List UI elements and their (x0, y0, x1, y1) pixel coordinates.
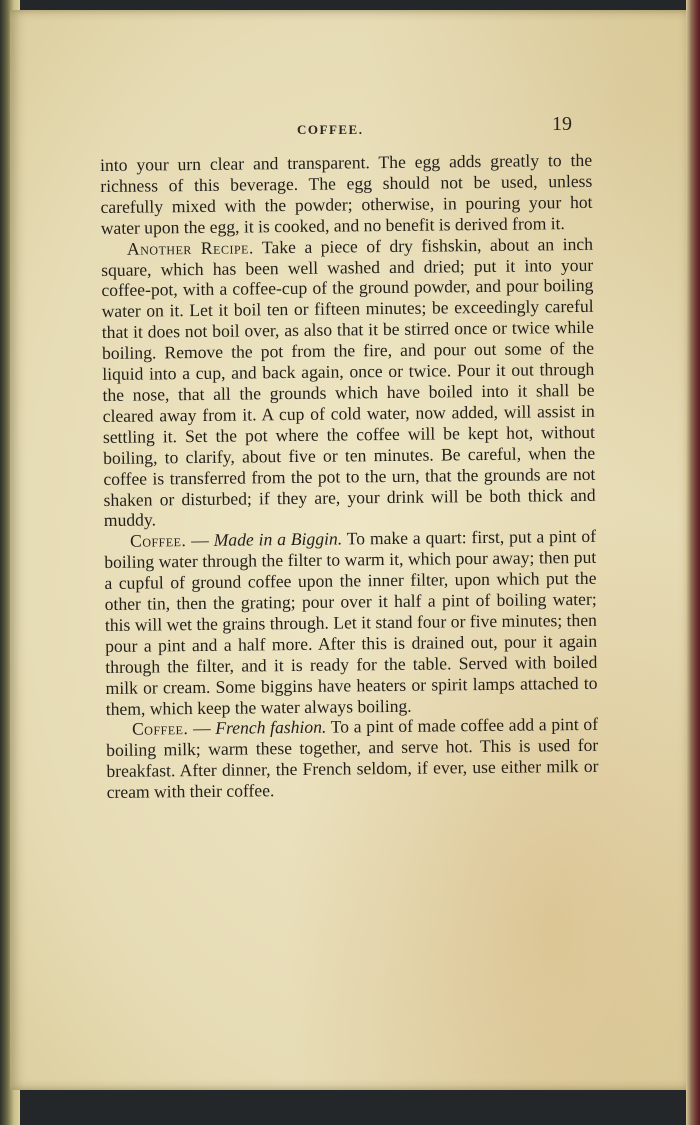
paragraph-text: Take a piece of dry fishskin, about an inch square, which has been well washed and dried; put it into your coffee-pot, with a coffee-cup of the ground powder, and pour boiling water on it. Let it boil ten or fifteen minutes; be exceedingly careful that it does not boil over, as also that it be stirred once or twice while boiling. Remove the pot from the fire, and pour out some of the liquid into a cup, and back again, once or twice. Pour it out through the nose, that all the grounds which have boiled into it shall be cleared away from it. A cup of cold water, now added, will assist in settling it. Set the pot where the coffee will be kept hot, without boiling, to clarify, about five or ten minutes. Be careful, when the coffee is transferred from the pot to the urn, that the grounds are not shaken or disturbed; if they are, your drink will be both thick and muddy. (101, 233, 596, 531)
paragraph-coffee-french (106, 714, 599, 803)
right-page-edge (686, 0, 700, 1125)
paragraph-text: To make a quart: first, put a pint of boiling water through the filter to warm it, which pour away; then put a cupful of ground coffee upon the inner filter, upon which put the other tin, then the grating; pour over it half a pint of boiling water; this will wet the grains through. Let it stand four or five minutes; then pour a pint and a half more. After this is drained out, pour it again through the filter, and it is ready for the table. Served with boiled milk or cream. Some biggins have heaters or spirit lamps attached to them, which keep the water always boiling. (104, 526, 598, 719)
recipe-heading: Coffee. (129, 530, 187, 552)
page-number: 19 (552, 113, 572, 135)
paragraph-text: To a pint of made coffee add a pint of boiling milk; warm these together, and serve hot. This is used for breakfast. After dinner, the French seldom, if ever, use either milk or cream with their coffee. (106, 714, 599, 803)
heading-separator (254, 237, 262, 257)
paragraph-text: into your urn clear and transparent. The egg adds greatly to the richness of this beverage. The egg should not be used, unless carefully mixed with the powder; otherwise, in pouring your hot water upon the egg, it is cooked, and no benefit is derived from it. (100, 149, 593, 238)
page (10, 10, 690, 1090)
paragraph-continuation (100, 150, 593, 239)
paragraph-coffee-biggin (104, 526, 598, 719)
body-text (100, 150, 599, 803)
heading-separator: — (188, 718, 216, 739)
page-header (10, 110, 690, 140)
recipe-heading: Coffee. (131, 718, 189, 740)
heading-separator: — (186, 530, 214, 551)
recipe-subtitle: French fashion. (215, 717, 327, 739)
recipe-heading: Another Recipe. (126, 237, 254, 259)
running-head: COFFEE. (297, 122, 364, 137)
paragraph-another-recipe (101, 233, 596, 531)
recipe-subtitle: Made in a Biggin. (213, 528, 343, 551)
